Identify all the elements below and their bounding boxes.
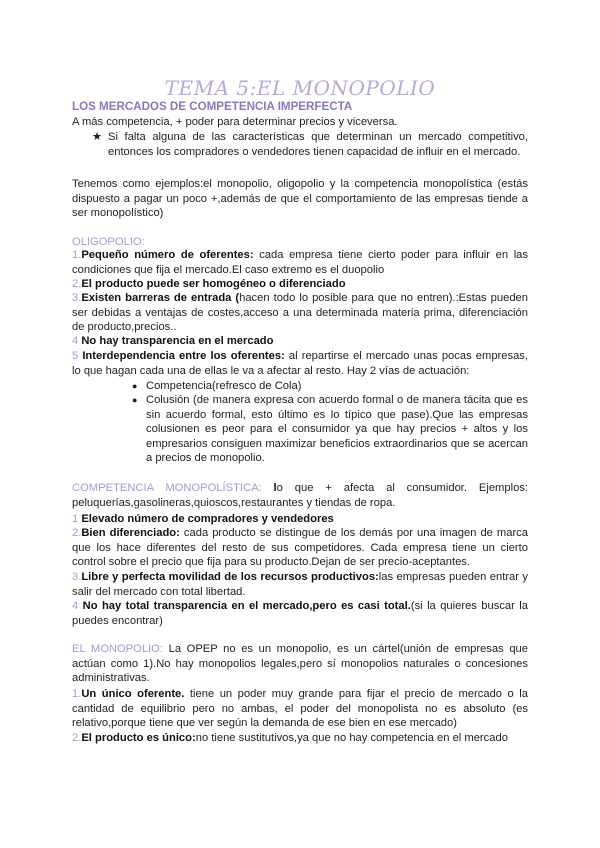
competencia-point-3: 3.Libre y perfecta movilidad de los recursos productivos:las empresas pueden entrar y salir del mercado con total libertad. — [72, 571, 528, 598]
bullet-icon: ● — [132, 395, 138, 405]
page-title: TEMA 5:EL MONOPOLIO — [164, 76, 436, 100]
star-bullet — [92, 130, 528, 159]
oligopolio-point-5: 5 Interdependencia entre los oferentes: al repartirse el mercado unas pocas empresas, lo que hagan cada una de ellas le va a afectar al resto. Hay 2 vías de actuación: — [72, 350, 529, 377]
oligopolio-heading: OLIGOPOLIO: — [72, 236, 145, 248]
intro-paragraph: A más competencia, + poder para determinar precios y viceversa. — [72, 116, 398, 128]
list-item: ● Competencia(refresco de Cola) — [132, 380, 302, 392]
monopolio-point-1: 1.Un único oferente. tiene un poder muy grande para fijar el precio de mercado o la cantidad de equilibrio pero no ambas, el poder del monopolista no es absoluto (es relativo,porque tiene que ver según la demanda de ese bien en ese mercado) — [72, 688, 528, 730]
competencia-point-2: 2.Bien diferenciado: cada producto se distingue de los demás por una imagen de marca que los hace diferentes del resto de sus competidores. Cada empresa tiene un cierto control sobre el precio que fija para su producto.Dejan de ser precio-aceptantes. — [72, 527, 528, 569]
star-bullet-text: Si falta alguna de las características que determinan un mercado competitivo, entonces los compradores o vendedores tienen capacidad de influir en el mercado. — [108, 131, 528, 158]
oligopolio-point-1: 1.Pequeño número de oferentes: cada empresa tiene cierto poder para influir en las condiciones que fija el mercado.El caso extremo es el duopolio — [72, 249, 528, 276]
star-icon: ★ — [92, 131, 103, 143]
monopolio-point-2: 2.El producto es único:no tiene sustitutivos,ya que no hay competencia en el mercado — [72, 732, 508, 744]
bullet-icon: ● — [132, 381, 138, 391]
competencia-point-1: 1 Elevado número de compradores y vendedores — [72, 513, 334, 525]
competencia-point-4: 4 No hay total transparencia en el mercado,pero es casi total.(si la quieres buscar la puedes encontrar) — [72, 600, 528, 627]
competencia-heading-paragraph: COMPETENCIA MONOPOLÍSTICA: lo que + afecta al consumidor. Ejemplos: peluquerías,gasolineras,quioscos,restaurantes y tiendas de ropa. — [72, 482, 529, 509]
examples-paragraph: Tenemos como ejemplos:el monopolio, oligopolio y la competencia monopolística (estás dispuesto a pagar un poco +,además de que el comportamiento de las empresas tiende a ser monopolístico) — [72, 178, 528, 220]
oligopolio-point-2: 2.El producto puede ser homogéneo o diferenciado — [72, 278, 346, 290]
list-item: ● Colusión (de manera expresa con acuerdo formal o de manera tácita que es sin acuerdo formal, esto último es lo típico que pase).Que las empresas colusionen es peor para el consumidor ya que hay precios + altos y los empresarios consiguen maximizar beneficios extraordinarios que se acercan a precios de monopolio. — [132, 394, 528, 465]
oligopolio-point-3: 3.Existen barreras de entrada (hacen todo lo posible para que no entren).:Estas pueden ser debidas a ventajas de costes,acceso a una determinada materia prima, diferenciación de producto,precios.. — [72, 292, 528, 334]
section-heading-competencia-imperfecta: LOS MERCADOS DE COMPETENCIA IMPERFECTA — [72, 100, 353, 113]
monopolio-heading-paragraph: EL MONOPOLIO: La OPEP no es un monopolio, es un cártel(unión de empresas que actúan como 1).No hay monopolios legales,pero sí monopolios naturales o concesiones administrativas. — [72, 643, 528, 685]
oligopolio-point-4: 4 No hay transparencia en el mercado — [72, 335, 274, 347]
